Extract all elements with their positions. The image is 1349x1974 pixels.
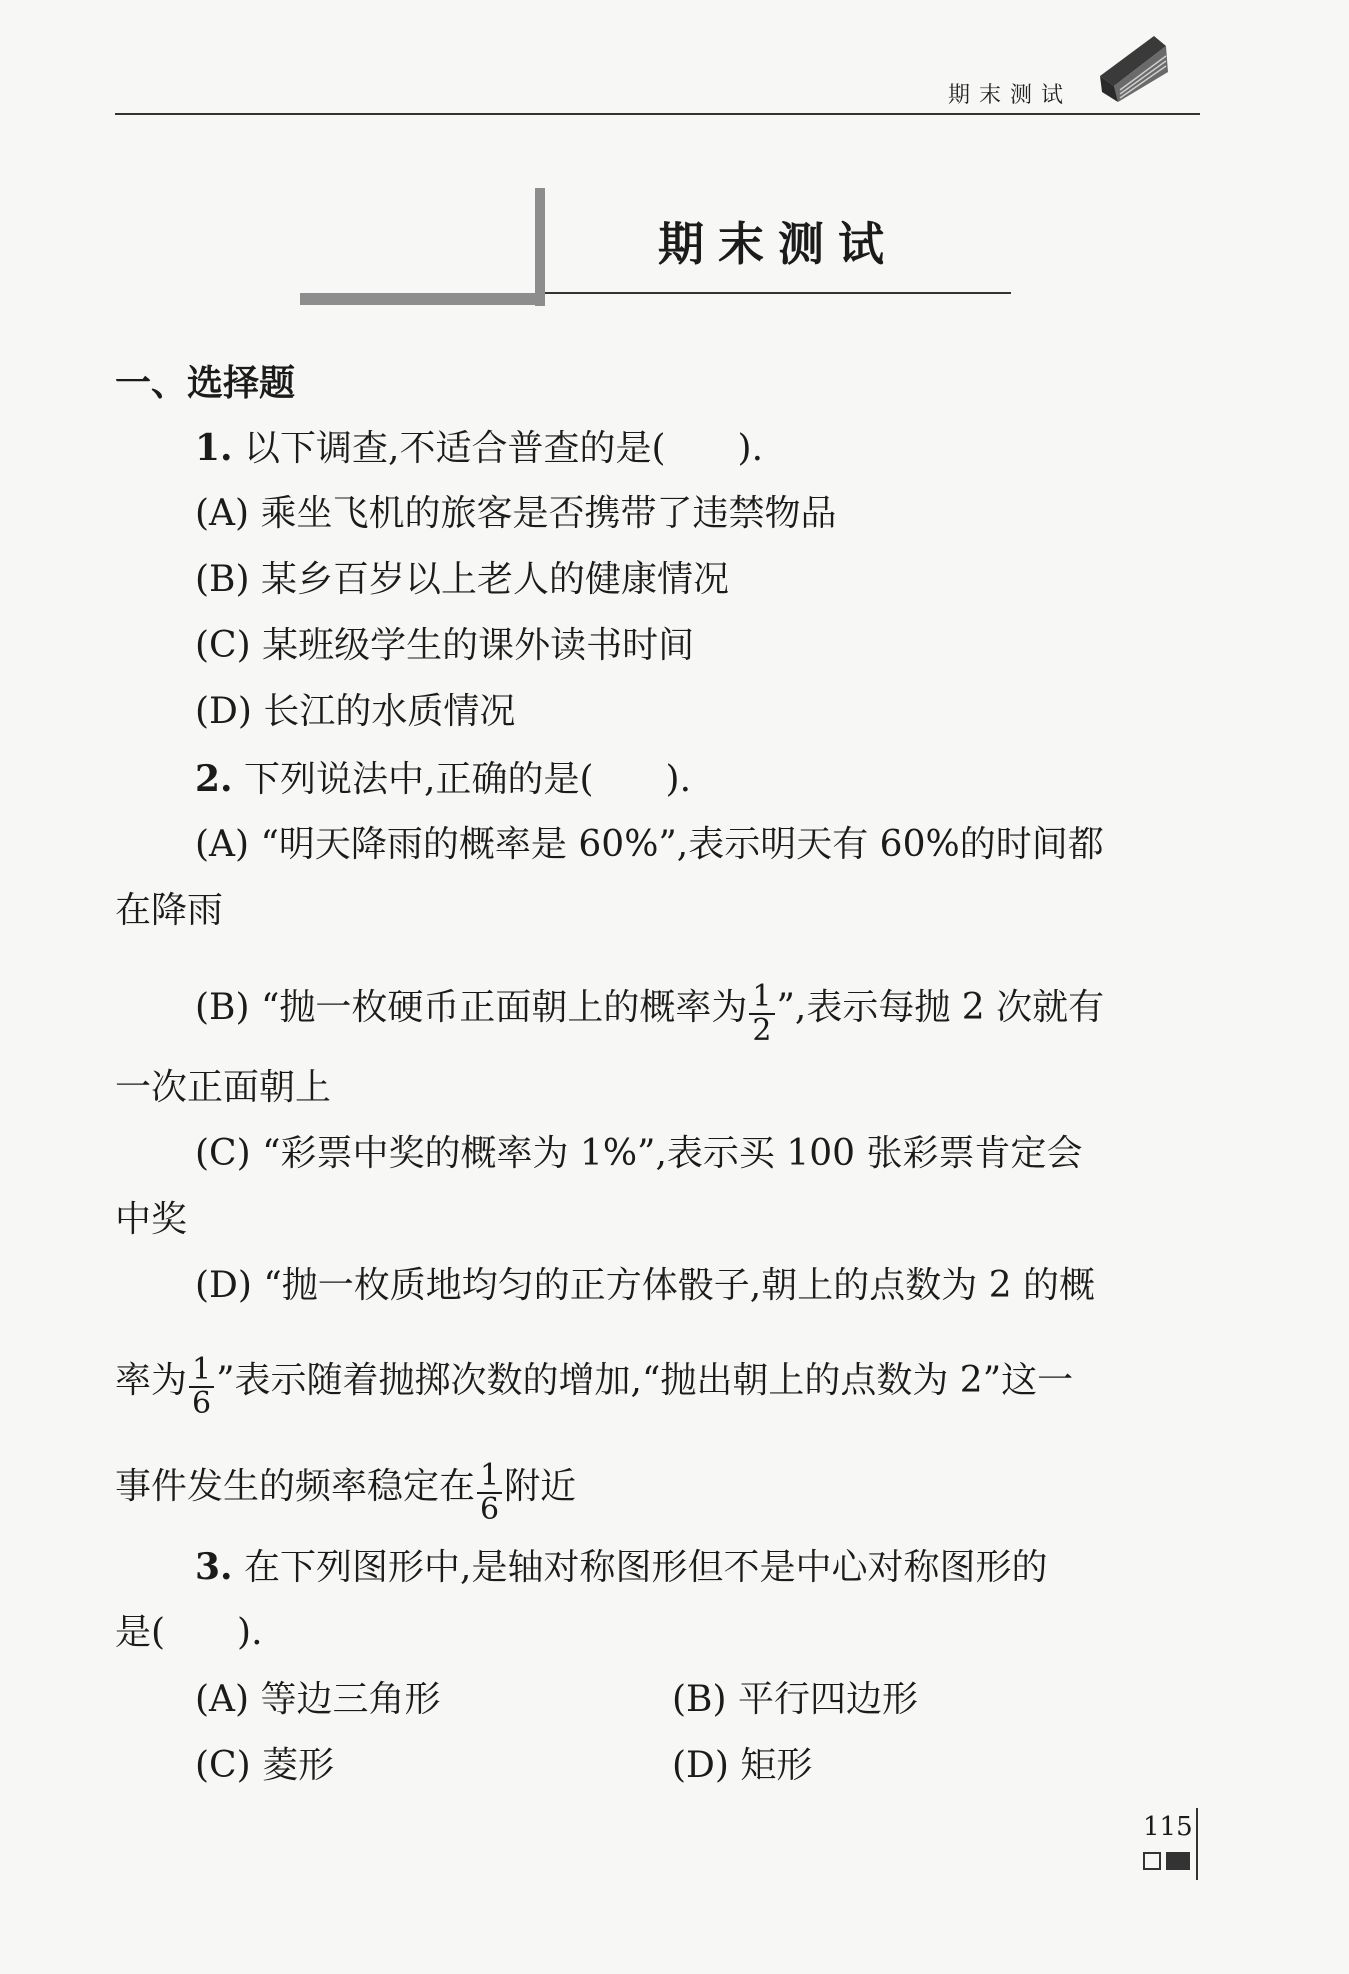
question-number: 3. (195, 1546, 233, 1588)
title-decor-horizontal-bar (300, 293, 545, 305)
q1-option-d: (D) 长江的水质情况 (195, 691, 516, 732)
page-marker-fill (1166, 1852, 1190, 1870)
fraction-denominator: 6 (192, 1386, 212, 1421)
title-underline (545, 292, 1011, 294)
question-number: 1. (195, 427, 233, 469)
open-book-icon (1092, 28, 1172, 106)
option-text: (B) “抛一枚硬币正面朝上的概率为 (195, 987, 748, 1028)
running-header-title: 期末测试 (948, 83, 1073, 108)
question-2 (195, 757, 691, 802)
question-3-line-2: 是( ). (115, 1612, 263, 1653)
fraction-numerator: 1 (749, 981, 774, 1015)
q2-option-b-line-2: 一次正面朝上 (115, 1067, 332, 1108)
section-heading: 一、选择题 (115, 362, 296, 404)
option-text: ”,表示每抛 2 次就有 (776, 987, 1105, 1028)
question-1 (195, 426, 763, 471)
question-3 (195, 1545, 1048, 1590)
page-marker-box (1143, 1852, 1161, 1870)
option-text: 事件发生的频率稳定在 (115, 1466, 476, 1507)
q2-option-a-line-1: (A) “明天降雨的概率是 60%”,表示明天有 60%的时间都 (195, 824, 1104, 865)
page-number: 115 (1143, 1812, 1193, 1842)
fraction-denominator: 2 (752, 1013, 772, 1048)
fraction-numerator: 1 (477, 1460, 502, 1494)
option-text: ”表示随着抛掷次数的增加,“抛出朝上的点数为 2”这一 (216, 1360, 1074, 1401)
q3-option-c: (C) 菱形 (195, 1745, 335, 1786)
fraction-one-sixth (477, 1460, 502, 1526)
question-text: 在下列图形中,是轴对称图形但不是中心对称图形的 (244, 1547, 1048, 1588)
q2-option-c-line-2: 中奖 (115, 1199, 188, 1240)
fraction-denominator: 6 (480, 1492, 500, 1527)
q3-option-b: (B) 平行四边形 (672, 1679, 918, 1720)
q2-option-d-line-1: (D) “抛一枚质地均匀的正方体骰子,朝上的点数为 2 的概 (195, 1265, 1096, 1306)
q3-option-a: (A) 等边三角形 (195, 1679, 441, 1720)
question-number: 2. (195, 758, 233, 800)
option-text: 率为 (115, 1360, 188, 1401)
page-title: 期末测试 (658, 217, 898, 271)
fraction-one-sixth (189, 1354, 214, 1420)
q2-option-a-line-2: 在降雨 (115, 890, 224, 931)
q1-option-a: (A) 乘坐飞机的旅客是否携带了违禁物品 (195, 493, 837, 534)
fraction-one-half (749, 981, 774, 1047)
q2-option-c-line-1: (C) “彩票中奖的概率为 1%”,表示买 100 张彩票肯定会 (195, 1133, 1083, 1174)
fraction-numerator: 1 (189, 1354, 214, 1388)
q2-option-d-line-3 (115, 1456, 577, 1527)
page-number-rule (1196, 1808, 1198, 1880)
header-rule (115, 113, 1200, 115)
q1-option-c: (C) 某班级学生的课外读书时间 (195, 625, 695, 666)
q2-option-d-line-2 (115, 1350, 1074, 1421)
q3-option-d: (D) 矩形 (672, 1745, 813, 1786)
title-decor-vertical-bar (535, 188, 545, 306)
option-text: 附近 (504, 1466, 577, 1507)
q2-option-b-line-1 (195, 977, 1105, 1048)
question-text: 以下调查,不适合普查的是( ). (244, 428, 764, 469)
question-text: 下列说法中,正确的是( ). (244, 759, 692, 800)
q1-option-b: (B) 某乡百岁以上老人的健康情况 (195, 559, 729, 600)
